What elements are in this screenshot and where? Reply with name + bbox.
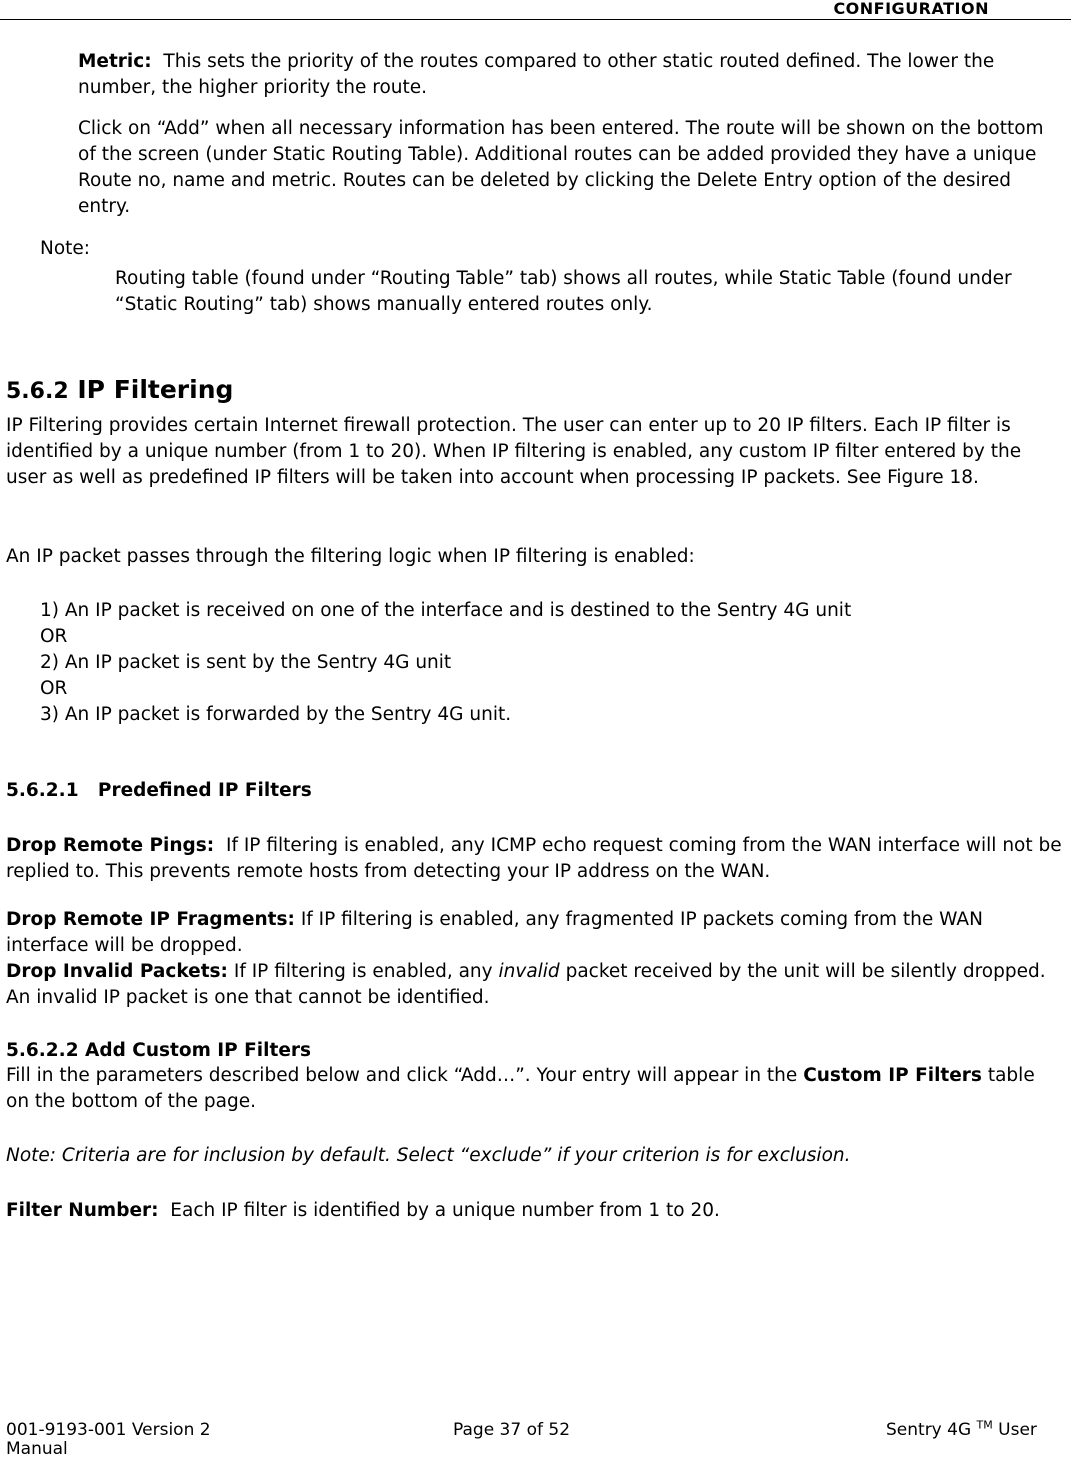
header-rule (0, 19, 1071, 20)
metric-text: This sets the priority of the routes compared to other static routed defined. The lower the number, the higher priority the route. (78, 51, 995, 98)
condition-item: 2) An IP packet is sent by the Sentry 4G unit (40, 652, 452, 673)
criteria-note: Note: Criteria are for inclusion by default. Select “exclude” if your criterion is for exclusion. (6, 1145, 851, 1166)
condition-or: OR (40, 678, 68, 699)
filter-number-text: Each IP filter is identified by a unique number from 1 to 20. (170, 1200, 720, 1221)
trademark-mark: TM (976, 1418, 993, 1432)
condition-item: 1) An IP packet is received on one of the interface and is destined to the Sentry 4G unit (40, 600, 852, 621)
drop-invalid-italic: invalid (498, 961, 560, 982)
footer-page-number: Page 37 of 52 (453, 1420, 571, 1440)
metric-label: Metric: (78, 51, 152, 72)
note-label: Note: (40, 238, 91, 259)
footer-product-suffix: User (998, 1420, 1037, 1440)
running-header: CONFIGURATION (833, 0, 989, 18)
footer-product-name: Sentry 4G (886, 1420, 972, 1440)
custom-ip-filters-bold: Custom IP Filters (803, 1065, 982, 1086)
filtering-logic-intro: An IP packet passes through the filtering logic when IP filtering is enabled: (6, 546, 695, 567)
ip-filtering-intro: IP Filtering provides certain Internet firewall protection. The user can enter up to 20 IP filters. Each IP filter is identified by a unique number (from 1 to 20). When IP filtering is enabled, any custom IP filter entered by the user as well as predefined IP filters will be taken into account when processing IP packets. See Figure 18. (6, 415, 1022, 488)
custom-filters-paragraph (6, 1063, 1063, 1115)
note-text: Routing table (found under “Routing Table” tab) shows all routes, while Static Table (found under “Static Routing” tab) shows manually entered routes only. (115, 268, 1012, 315)
condition-item: 3) An IP packet is forwarded by the Sentry 4G unit. (40, 704, 512, 725)
drop-invalid-text-b: packet received by the unit will be silently dropped. An invalid IP packet is one that cannot be identified. (6, 961, 1046, 1008)
drop-invalid-text-a: If IP filtering is enabled, any (233, 961, 493, 982)
drop-frag-text: If IP filtering is enabled, any fragmented IP packets coming from the WAN interface will be dropped. (6, 909, 983, 956)
custom-text-a: Fill in the parameters described below and click “Add…”. Your entry will appear in the (6, 1065, 798, 1086)
drop-pings-text: If IP filtering is enabled, any ICMP echo request coming from the WAN interface will not be replied to. This prevents remote hosts from detecting your IP address on the WAN. (6, 835, 1062, 882)
custom-text-b: table on the bottom of the page. (6, 1065, 1035, 1112)
subsection-heading-custom: 5.6.2.2 Add Custom IP Filters (6, 1040, 312, 1061)
section-title: IP Filtering (77, 375, 234, 404)
filter-number-paragraph (6, 1198, 1063, 1224)
add-route-paragraph: Click on “Add” when all necessary information has been entered. The route will be shown on the bottom of the screen (under Static Routing Table). Additional routes can be added provided they have a unique Route no, name and metric. Routes can be deleted by clicking the Delete Entry option of the desired entry. (78, 118, 1044, 217)
condition-or: OR (40, 626, 68, 647)
footer-manual: Manual (6, 1439, 68, 1459)
drop-remote-pings (6, 833, 1063, 885)
drop-frag-label: Drop Remote IP Fragments: (6, 909, 295, 930)
drop-invalid-packets (6, 959, 1063, 1011)
drop-invalid-label: Drop Invalid Packets: (6, 961, 228, 982)
filter-number-label: Filter Number: (6, 1200, 159, 1221)
section-number: 5.6.2 (6, 379, 69, 404)
subsection-heading-predefined (6, 778, 1063, 804)
drop-remote-fragments (6, 907, 1063, 959)
subsection-title: Predefined IP Filters (97, 780, 312, 801)
footer-product (886, 1420, 1037, 1440)
subsection-number: 5.6.2.1 (6, 780, 79, 801)
condition-list (40, 598, 1063, 728)
footer-version: 001-9193-001 Version 2 (6, 1420, 211, 1440)
drop-pings-label: Drop Remote Pings: (6, 835, 215, 856)
section-heading-ip-filtering (6, 375, 1063, 407)
metric-paragraph (78, 49, 1061, 101)
